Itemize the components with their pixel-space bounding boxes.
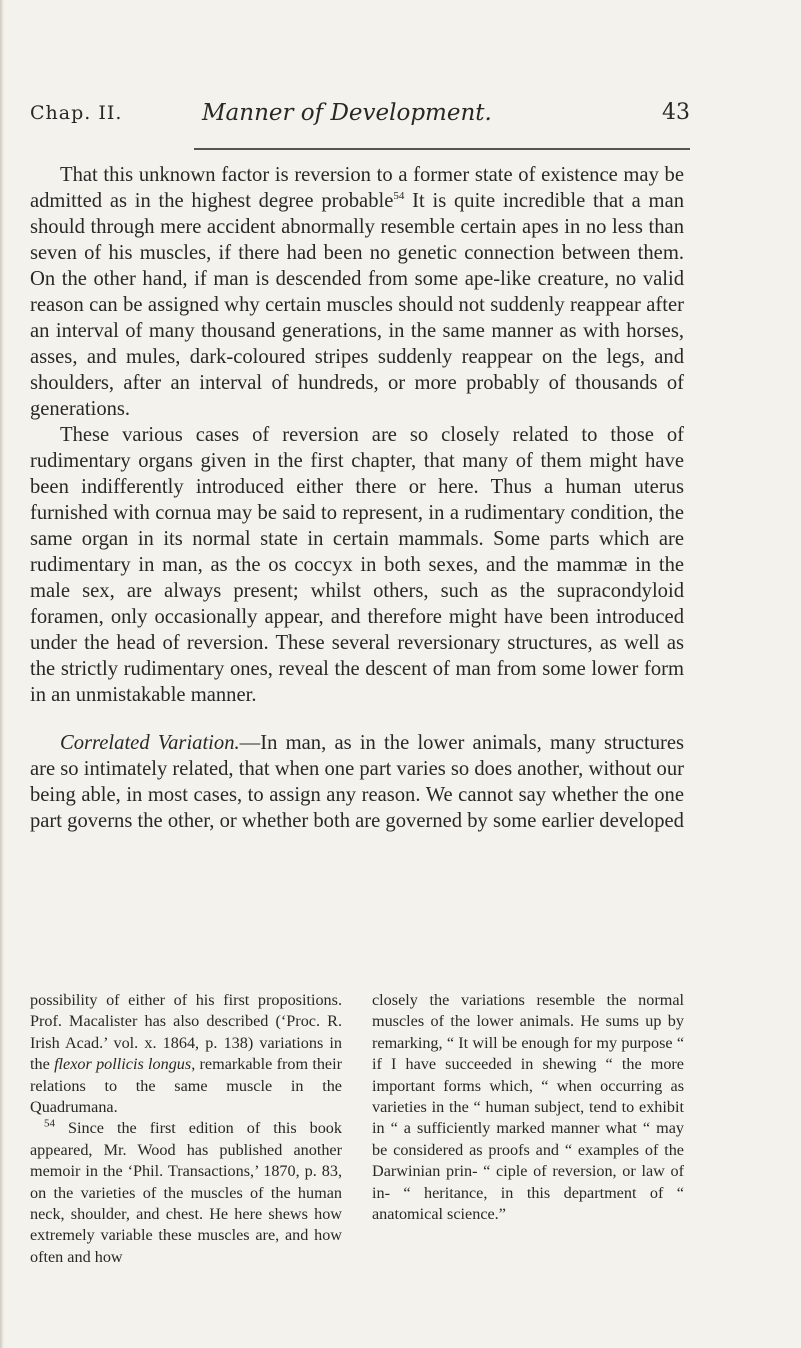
section-lead: Correlated Variation. [60,732,240,754]
paragraph-text: —In man, as in the lower animals, many structures are so intimately related, that when one part varies so does another, without our being able, in most cases, to assign any reason. We cannot say whether the one part governs the other, or whether both are governed by some earlier developed [30,732,685,832]
footnote-reference: 54 [393,190,405,203]
paragraph-text: It is quite incredible that a man should through mere accident abnormally resemble certain apes in no less than seven of his muscles, if there had been no genetic connection between them. On the other hand, if man is descended from some ape-like creature, no valid reason can be assigned why certain muscles should not suddenly reappear after an interval of many thousand generations, in the same manner as with horses, asses, and mules, dark-coloured stripes suddenly reappear on the legs, and shoulders, after an interval of hundreds, or more probably of thousands of generations. [30,190,685,420]
footnote-mark: 54 [44,1118,55,1131]
paragraph [30,730,684,834]
footnote-column-left [30,990,342,1268]
page-gutter-shadow [0,0,4,1348]
running-header [30,100,690,134]
running-title: Manner of Development. [202,100,492,126]
footnote-italic: flexor pollicis longus [54,1055,192,1074]
footnote-text: possibility of either of his first propositions. Prof. Macalister has also described (‘Proc. R. Irish Acad.’ vol. x. 1864, p. 138) variations in the [30,991,342,1074]
footnote: closely the variations resemble the normal muscles of the lower animals. He sums up by remarking, “ It will be enough for my purpose “ if I have succeeded in shewing “ the more important forms which, “ when occurring as varieties in the “ human subject, tend to exhibit in “ a sufficiently marked manner what “ may be considered as proofs and “ examples of the Darwinian prin- “ ciple of reversion, or law of in- “ heritance, in this department of “ anatomical science.” [372,991,684,1224]
footnote [30,1118,342,1268]
main-text [30,162,684,834]
header-rule [194,148,690,150]
page-number: 43 [662,100,690,125]
footnote-text: , remarkable from their relations to the same muscle in the Quadrumana. [30,1055,342,1117]
paragraph-text: That this unknown factor is reversion to a former state of existence may be admitted as in the highest degree probable [30,164,684,212]
footnote [30,990,342,1118]
paragraph: These various cases of reversion are so closely related to those of rudimentary organs given in the first chapter, that many of them might have been indifferently introduced either there or here. Thus a human uterus furnished with cornua may be said to represent, in a rudimentary condition, the same organ in its normal state in certain mammals. Some parts which are rudimentary in man, as the os coccyx in both sexes, and the mammæ in the male sex, are always present; whilst others, such as the supracondyloid foramen, only occasionally appear, and therefore might have been introduced under the head of reversion. These several reversionary structures, as well as the strictly rudimentary ones, reveal the descent of man from some lower form in an unmistakable manner. [30,424,684,706]
footnote-text: Since the first edition of this book appeared, Mr. Wood has published another memoir in the ‘Phil. Transactions,’ 1870, p. 83, on the varieties of the muscles of the human neck, shoulder, and chest. He here shews how extremely variable these muscles are, and how often and how [30,1119,342,1266]
paragraph [30,162,684,422]
footnote-column-right [372,990,684,1225]
chapter-label: Chap. II. [30,102,123,124]
